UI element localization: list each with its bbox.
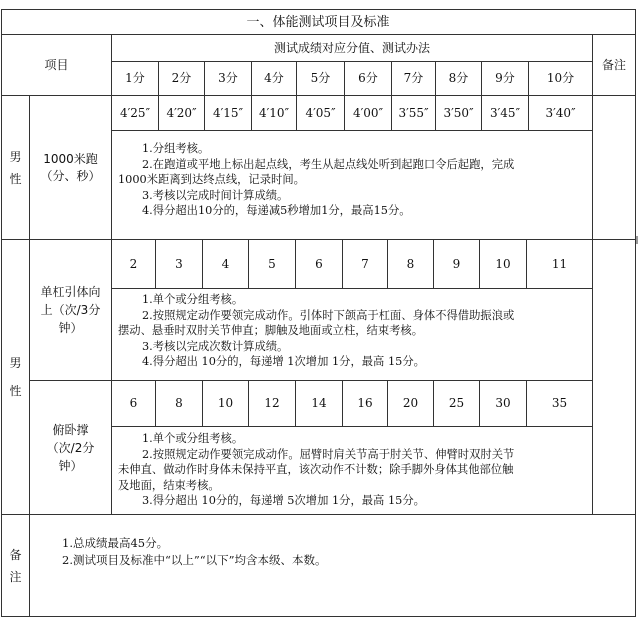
- method-line: 4.得分超出 10分的，每递增 1次增加 1分，最高 15分。: [142, 355, 425, 368]
- rule: [111, 426, 592, 427]
- run-value: 4′10″: [258, 105, 290, 120]
- pushup-value: 16: [357, 396, 373, 410]
- score-col-1: 1分: [125, 71, 145, 85]
- method-line: 1.分组考核。: [142, 142, 210, 155]
- method-line: 1.单个或分组考核。: [142, 293, 244, 306]
- run-value: 3′55″: [398, 105, 429, 120]
- page-title: 一、体能测试项目及标准: [246, 14, 390, 30]
- item-header: 项目: [44, 57, 69, 72]
- method-line: 2.在跑道或平地上标出起点线，考生从起点线处听到起跑口令后起跑，完成: [142, 157, 515, 171]
- method-line: 3.得分超出 10分的，每递增 5次增加 1分，最高 15分。: [142, 494, 425, 507]
- remarks-text: [62, 535, 327, 569]
- strength-gender-label: 男 性: [9, 356, 22, 398]
- run-value: 4′15″: [212, 105, 244, 120]
- pushup-item-name: 俯卧撑 （次/2分 钟）: [46, 422, 95, 473]
- rule: [111, 130, 592, 131]
- pullup-value: 5: [268, 256, 276, 271]
- method-line: 2.按照规定动作要领完成动作。屈臂时肩关节高于肘关节、伸臂时双肘关节: [142, 447, 515, 461]
- pushup-method: [118, 431, 514, 509]
- pullup-value: 9: [452, 256, 461, 271]
- score-col-5: 5分: [310, 71, 331, 85]
- pullup-value: 3: [175, 256, 183, 271]
- rule: [1, 514, 636, 515]
- pushup-value: 12: [264, 396, 280, 410]
- pullup-value: 8: [406, 256, 415, 271]
- pullup-item-name: 单杠引体向 上（次/3分 钟）: [40, 285, 101, 335]
- run-value: 4′25″: [119, 105, 151, 120]
- score-col-2: 2分: [171, 71, 192, 85]
- method-line: 3.考核以完成次数计算成绩。: [142, 339, 289, 353]
- remark-header: 备注: [601, 57, 626, 72]
- run-value: 4′20″: [166, 105, 197, 120]
- remark-line: 2.测试项目及标准中“以上”“以下”均含本级、本数。: [62, 553, 327, 567]
- remarks-label: 备 注: [9, 547, 22, 584]
- run-value: 3′50″: [443, 105, 474, 120]
- pullup-value: 7: [361, 256, 369, 271]
- run-value: 3′40″: [545, 105, 576, 120]
- pullup-value: 11: [551, 256, 568, 271]
- rule: [635, 9, 636, 617]
- run-value: 3′45″: [489, 105, 521, 120]
- remark-line: 1.总成绩最高45分。: [62, 536, 169, 550]
- pushup-value: 10: [217, 396, 234, 410]
- rule: [111, 288, 592, 289]
- pushup-value: 25: [448, 396, 465, 410]
- pushup-value: 6: [129, 396, 138, 410]
- pushup-value: 14: [311, 396, 327, 410]
- pullup-value: 2: [129, 256, 138, 271]
- pullup-method: [118, 292, 514, 370]
- score-col-6: 6分: [358, 71, 378, 85]
- method-line: 及地面，结束考核。: [118, 478, 220, 492]
- pushup-value: 20: [402, 396, 419, 410]
- score-col-10: 10分: [546, 71, 575, 85]
- method-line: 1000米距离到达终点线，记录时间。: [118, 173, 305, 186]
- pushup-value: 30: [495, 396, 511, 410]
- scores-header: 测试成绩对应分值、测试办法: [273, 40, 430, 55]
- method-line: 未伸直、做动作时身体未保持平直，该次动作不计数；除手脚外身体其他部位触: [118, 463, 514, 476]
- method-line: 2.按照规定动作要领完成动作。引体时下颌高于杠面、身体不得借助振浪或: [142, 308, 515, 322]
- score-col-3: 3分: [218, 71, 238, 85]
- method-line: 摆动、悬垂时双肘关节伸直；脚触及地面或立柱，结束考核。: [118, 324, 424, 337]
- score-col-9: 9分: [495, 71, 515, 85]
- run-method: [118, 141, 514, 219]
- pullup-value: 4: [221, 256, 230, 271]
- rule: [1, 616, 636, 617]
- pushup-value: 8: [175, 396, 183, 410]
- method-line: 1.单个或分组考核。: [142, 432, 244, 445]
- run-item-name: 1000米跑 （分、秒）: [40, 151, 101, 183]
- pullup-value: 6: [315, 256, 323, 271]
- run-gender-label: 男 性: [9, 149, 22, 186]
- score-col-4: 4分: [264, 71, 284, 85]
- method-line: 3.考核以完成时间计算成绩。: [142, 188, 289, 202]
- method-line: 4.得分超出10分的，每递减5秒增加1分，最高15分。: [142, 204, 411, 217]
- pullup-value: 10: [495, 256, 511, 271]
- score-col-7: 7分: [403, 71, 424, 85]
- run-value: 4′05″: [305, 105, 336, 120]
- score-col-8: 8分: [448, 71, 469, 85]
- rule: [592, 34, 593, 515]
- run-value: 4′00″: [352, 105, 384, 120]
- pushup-value: 35: [551, 396, 568, 410]
